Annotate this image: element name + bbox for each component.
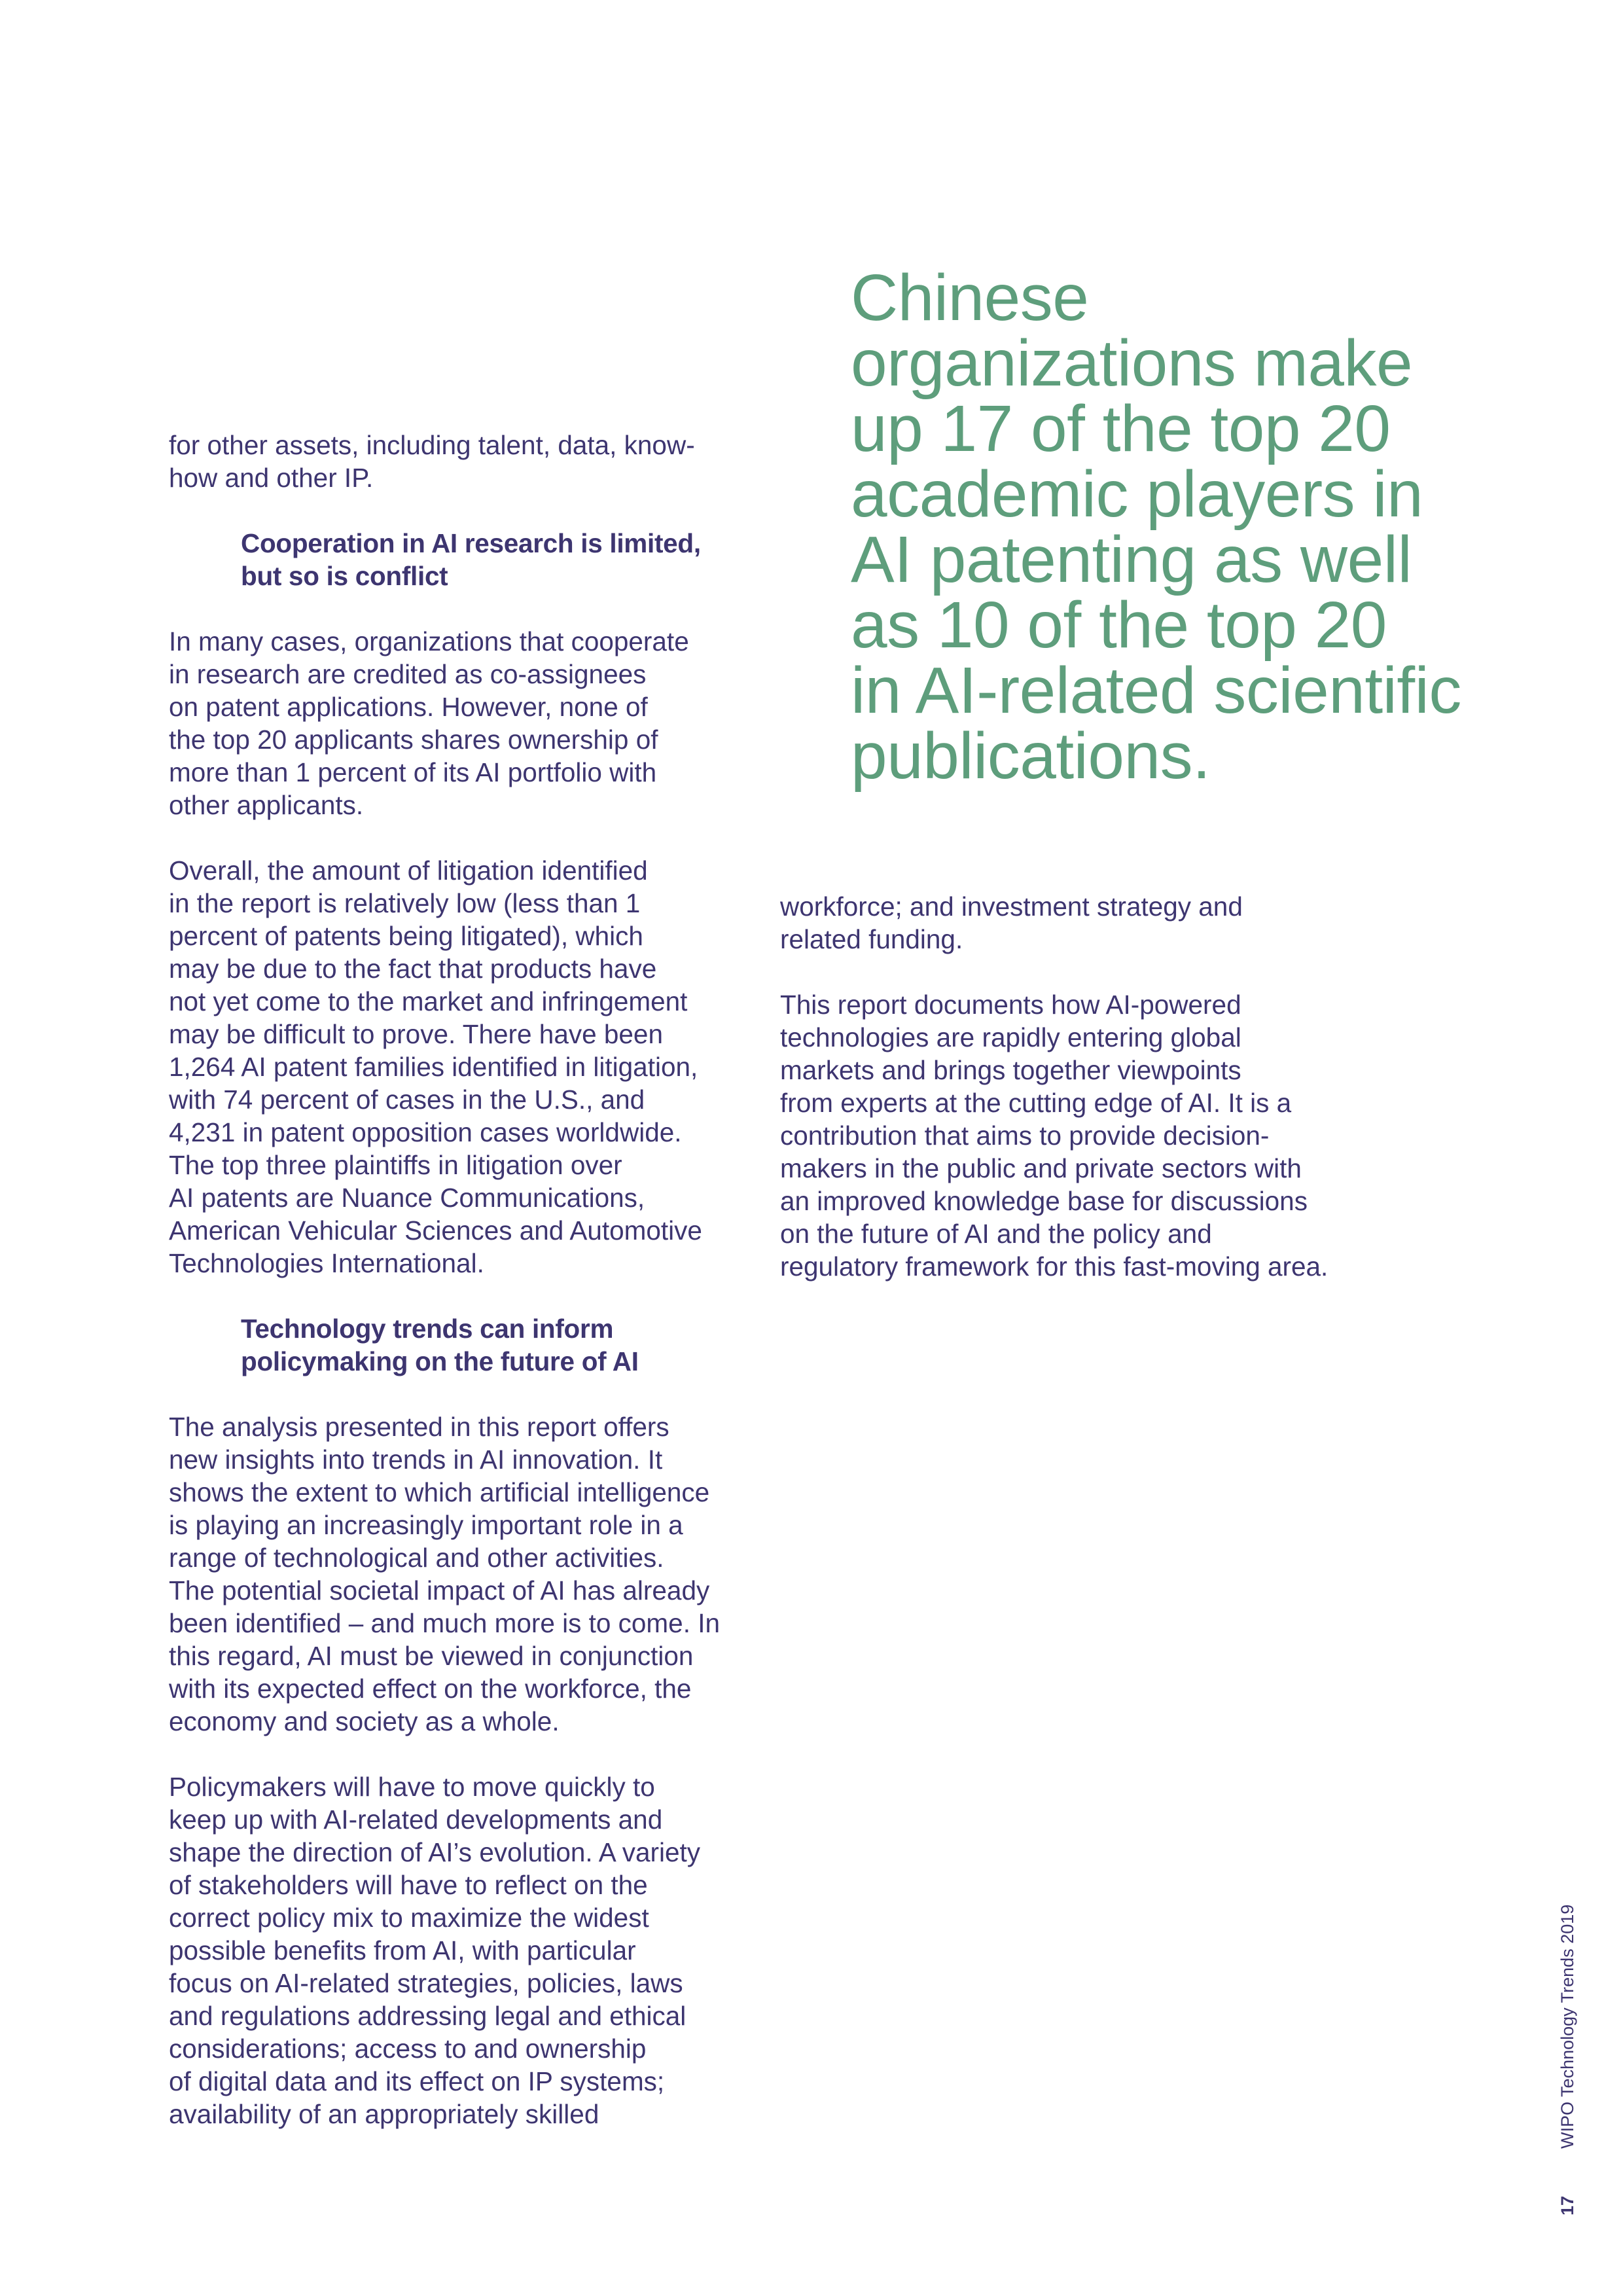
publication-title: WIPO Technology Trends 2019: [1558, 1904, 1577, 2149]
left-paragraph-5: Policymakers will have to move quickly to keep up with AI-related developments and shape the direction of AI’s evolution. A variety of stakeholders will have to reflect on the correct policy mix to maximize the widest possible benefits from AI, with particular focus on AI-related strategies, policies, laws and regulations addressing legal and ethical considerations; access to and ownership of digital data and its effect on IP systems; availability of an appropriately skilled: [169, 1772, 701, 2129]
page-number: 17: [1558, 2195, 1577, 2215]
right-column: [780, 890, 1395, 1283]
right-paragraph-2: This report documents how AI-powered technologies are rapidly entering global markets and brings together viewpoints from experts at the cutting edge of AI. It is a contribution that aims to provide decision- makers in the public and private sectors with an improved knowledge base for discussions on the future of AI and the policy and regulatory framework for this fast-moving area.: [780, 990, 1329, 1282]
left-column: [169, 429, 758, 2130]
left-paragraph-4: The analysis presented in this report offers new insights into trends in AI innovation. It shows the extent to which artificial intelligence is playing an increasingly important role in a range of technological and other activities. The potential societal impact of AI has already been identified – and much more is to come. In this regard, AI must be viewed in conjunction with its expected effect on the workforce, the economy and society as a whole.: [169, 1412, 720, 1736]
left-paragraph-3: Overall, the amount of litigation identified in the report is relatively low (less than 1 percent of patents being litigated), which may be due to the fact that products have not yet come to the market and infringement may be difficult to prove. There have been 1,264 AI patent families identified in litigation, with 74 percent of cases in the U.S., and 4,231 in patent opposition cases worldwide. The top three plaintiffs in litigation over AI patents are Nuance Communications, American Vehicular Sciences and Automotive Technologies International.: [169, 855, 702, 1278]
section-heading-technology-trends: Technology trends can inform policymaking on the future of AI: [241, 1314, 639, 1376]
right-paragraph-1: workforce; and investment strategy and related funding.: [780, 891, 1243, 954]
section-heading-cooperation: Cooperation in AI research is limited, but so is conflict: [241, 528, 701, 591]
page-footer: [1558, 1905, 1577, 2215]
pull-quote: Chinese organizations make up 17 of the top 20 academic players in AI patenting as well as 10 of the top 20 in AI-related scientific publications.: [851, 261, 1461, 793]
left-paragraph-2: In many cases, organizations that cooperate in research are credited as co-assignees on patent applications. However, none of the top 20 applicants shares ownership of more than 1 percent of its AI portfolio with other applicants.: [169, 626, 689, 820]
left-paragraph-1: for other assets, including talent, data, know- how and other IP.: [169, 430, 695, 493]
